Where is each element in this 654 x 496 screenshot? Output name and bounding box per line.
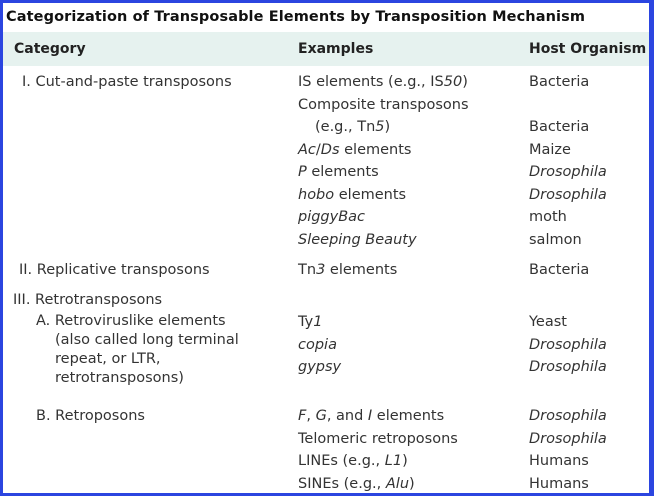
host-salmon: salmon	[529, 232, 582, 248]
example-composite: Composite transposons	[298, 97, 469, 113]
example-italic: Alu	[385, 476, 410, 492]
example-text: )	[384, 119, 391, 135]
example-text: elements	[334, 187, 407, 203]
example-is-elements	[298, 73, 468, 91]
header-host: Host Organism	[529, 41, 647, 57]
example-italic: 1	[313, 314, 323, 330]
example-hobo	[298, 186, 406, 204]
example-sleeping-beauty: Sleeping Beauty	[298, 232, 417, 248]
header-category: Category	[14, 41, 86, 57]
example-fgi-elements	[298, 407, 444, 425]
example-telomeric: Telomeric retroposons	[298, 431, 458, 447]
example-text: LINEs (e.g.,	[298, 453, 385, 469]
example-lines	[298, 452, 408, 470]
example-tn3	[298, 261, 397, 279]
example-text: elements	[372, 408, 445, 424]
example-text: Tn	[298, 262, 317, 278]
example-text: IS elements (e.g., IS	[298, 74, 444, 90]
host-drosophila: Drosophila	[529, 431, 607, 447]
example-sines	[298, 475, 415, 493]
example-text: (e.g., Tn	[315, 119, 376, 135]
example-italic: Ac	[298, 142, 316, 158]
host-bacteria: Bacteria	[529, 262, 590, 278]
example-text: elements	[325, 262, 398, 278]
category-replicative: II. Replicative transposons	[19, 262, 210, 278]
host-drosophila: Drosophila	[529, 359, 607, 375]
subcategory-note-line: (also called long terminal	[55, 332, 239, 348]
subcategory-retroposons: B. Retroposons	[36, 408, 145, 424]
example-tn5	[315, 118, 390, 136]
subcategory-note-line: retrotransposons)	[55, 370, 184, 386]
example-copia: copia	[298, 337, 337, 353]
example-text: elements	[339, 142, 412, 158]
category-retrotransposons: III. Retrotransposons	[13, 292, 163, 308]
example-text: )	[462, 74, 468, 90]
host-humans: Humans	[529, 476, 589, 492]
host-bacteria: Bacteria	[529, 74, 590, 90]
example-piggybac: piggyBac	[298, 209, 366, 225]
example-text: )	[402, 453, 408, 469]
example-text: )	[409, 476, 415, 492]
example-text: SINEs (e.g.,	[298, 476, 386, 492]
category-cut-and-paste: I. Cut-and-paste transposons	[22, 74, 232, 90]
host-moth: moth	[529, 209, 567, 225]
example-gypsy: gypsy	[298, 359, 342, 375]
example-italic: Ds	[320, 142, 340, 158]
example-text: , and	[326, 408, 368, 424]
example-italic: G	[315, 408, 327, 424]
example-text: ,	[306, 408, 316, 424]
host-drosophila: Drosophila	[529, 164, 607, 180]
example-italic: P	[298, 164, 307, 180]
host-drosophila: Drosophila	[529, 187, 607, 203]
host-yeast: Yeast	[529, 314, 567, 330]
example-text: Ty	[298, 314, 314, 330]
example-ac-ds	[298, 141, 412, 159]
subcategory-retroviruslike: A. Retroviruslike elements	[36, 313, 226, 329]
host-bacteria: Bacteria	[529, 119, 590, 135]
example-ty1	[298, 313, 322, 331]
header-examples: Examples	[298, 41, 374, 57]
table-header-row	[3, 32, 649, 66]
example-text: /	[315, 142, 321, 158]
host-maize: Maize	[529, 142, 571, 158]
example-italic: L1	[384, 453, 403, 469]
example-italic: 50	[443, 74, 463, 90]
table-frame	[3, 3, 649, 493]
table-title: Categorization of Transposable Elements by Transposition Mechanism	[6, 9, 586, 25]
host-humans: Humans	[529, 453, 589, 469]
example-italic: 5	[375, 119, 385, 135]
example-italic: I	[367, 408, 373, 424]
example-italic: hobo	[298, 187, 335, 203]
example-text: elements	[306, 164, 379, 180]
example-italic: F	[298, 408, 307, 424]
example-p-elements	[298, 163, 379, 181]
host-drosophila: Drosophila	[529, 337, 607, 353]
host-drosophila: Drosophila	[529, 408, 607, 424]
example-italic: 3	[316, 262, 326, 278]
subcategory-note-line: repeat, or LTR,	[55, 351, 161, 367]
